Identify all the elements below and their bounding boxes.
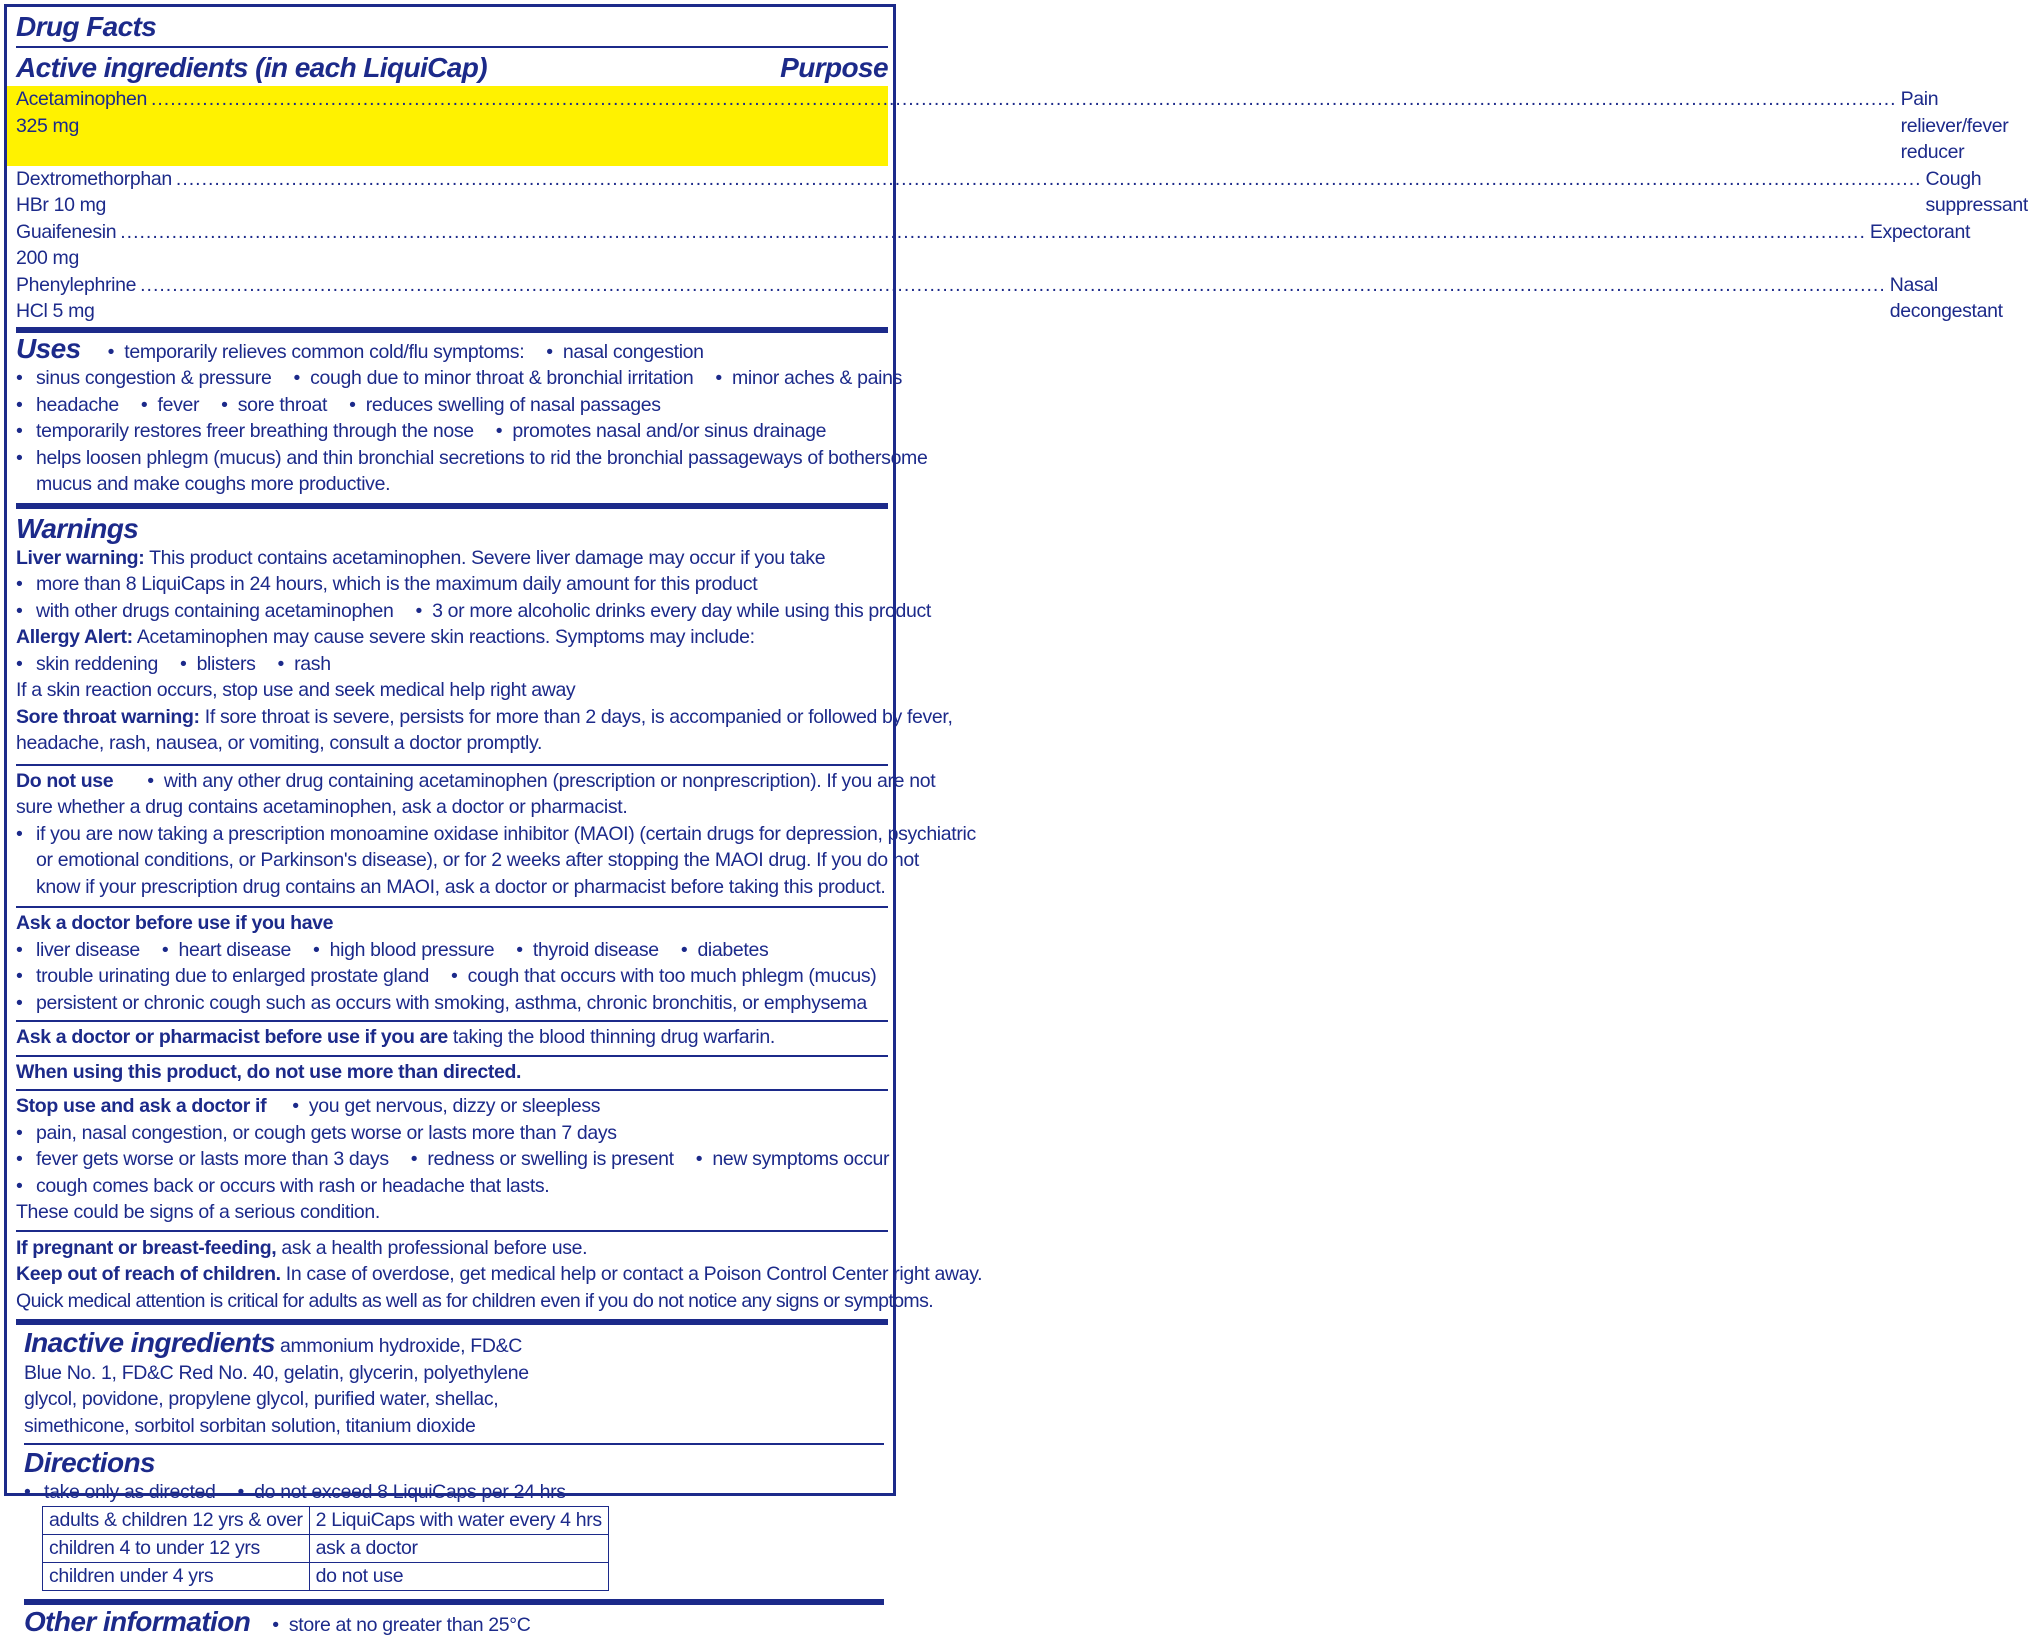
uses-line: Uses • temporarily relieves common cold/flu symptoms: • nasal congestion — [16, 336, 888, 366]
divider — [16, 1089, 888, 1091]
warning-text: with other drugs containing acetaminophen — [36, 600, 393, 622]
ask-doctor-item: thyroid disease — [533, 939, 659, 961]
divider — [16, 764, 888, 766]
dosage-group: children 4 to under 12 yrs — [43, 1534, 310, 1562]
stop-use-line: • cough comes back or occurs with rash or headache that lasts. — [16, 1173, 888, 1200]
warning-item: • with other drugs containing acetaminophen • 3 or more alcoholic drinks every day while using this product — [16, 598, 888, 625]
ask-doctor-item: trouble urinating due to enlarged prostate gland — [36, 965, 429, 987]
divider — [16, 1230, 888, 1232]
stop-use-line: • pain, nasal congestion, or cough gets worse or lasts more than 7 days — [16, 1120, 888, 1147]
other-information: Other information • store at no greater than 25°C — [16, 1608, 888, 1638]
inactive-ingredients-heading: Inactive ingredients — [24, 1327, 275, 1358]
warning-text: headache, rash, nausea, or vomiting, consult a doctor promptly. — [16, 730, 888, 757]
stop-use-line: • fever gets worse or lasts more than 3 days • redness or swelling is present • new symptoms occur — [16, 1146, 888, 1173]
table-row — [43, 1562, 609, 1590]
inactive-ingredients-text: glycol, povidone, propylene glycol, purified water, shellac, — [24, 1386, 888, 1413]
directions-heading: Directions — [24, 1447, 888, 1479]
warnings-heading: Warnings — [16, 513, 888, 545]
warning-text: rash — [294, 653, 331, 675]
directions-item: take only as directed — [44, 1481, 216, 1503]
stop-use-item: redness or swelling is present — [427, 1148, 673, 1170]
ingredient-name: Dextromethorphan HBr 10 mg — [16, 166, 172, 219]
pregnancy-warning — [16, 1235, 888, 1262]
ingredient-name: Guaifenesin 200 mg — [16, 219, 116, 272]
dosage-group: children under 4 yrs — [43, 1562, 310, 1590]
warning-text: blisters — [197, 653, 256, 675]
dosage-instruction: ask a doctor — [309, 1534, 608, 1562]
uses-line: • temporarily restores freer breathing through the nose • promotes nasal and/or sinus drainage — [16, 418, 888, 445]
stop-use-item: new symptoms occur — [712, 1148, 889, 1170]
uses-item: headache — [36, 394, 119, 416]
page-title: Drug Facts — [16, 9, 888, 45]
divider — [24, 1443, 884, 1445]
table-row — [43, 1506, 609, 1534]
keep-out-text: Quick medical attention is critical for adults as well as for children even if you do not notice any signs or symptoms. — [16, 1288, 888, 1315]
uses-heading: Uses — [16, 333, 81, 364]
uses-item: nasal congestion — [563, 341, 704, 363]
ask-doctor-line: • liver disease • heart disease • high blood pressure • thyroid disease • diabetes — [16, 937, 888, 964]
divider — [16, 46, 888, 48]
dosage-group: adults & children 12 yrs & over — [43, 1506, 310, 1534]
do-not-use-label: Do not use — [16, 770, 113, 792]
ingredient-row — [16, 166, 888, 219]
sore-throat-label: Sore throat warning: — [16, 706, 200, 728]
warning-text: more than 8 LiquiCaps in 24 hours, which is the maximum daily amount for this product — [36, 573, 757, 595]
ask-pharmacist-text: taking the blood thinning drug warfarin. — [448, 1026, 775, 1048]
uses-item: cough due to minor throat & bronchial irritation — [310, 367, 693, 389]
inactive-ingredients-text: ammonium hydroxide, FD&C — [275, 1335, 522, 1357]
active-ingredients-heading: Active ingredients (in each LiquiCap) — [16, 50, 487, 86]
liver-warning-text: This product contains acetaminophen. Severe liver damage may occur if you take — [144, 547, 825, 569]
divider — [16, 327, 888, 333]
uses-item: promotes nasal and/or sinus drainage — [512, 420, 826, 442]
table-row — [43, 1534, 609, 1562]
drug-facts-panel — [4, 4, 896, 1496]
pregnancy-label: If pregnant or breast-feeding, — [16, 1237, 276, 1259]
inactive-ingredients-text: simethicone, sorbitol sorbitan solution, titanium dioxide — [24, 1413, 888, 1440]
ingredient-name: Phenylephrine HCl 5 mg — [16, 272, 136, 325]
ingredient-row — [7, 86, 888, 166]
directions-line: • take only as directed • do not exceed 8 LiquiCaps per 24 hrs — [24, 1479, 888, 1506]
inactive-ingredients-text: Blue No. 1, FD&C Red No. 40, gelatin, glycerin, polyethylene — [24, 1360, 888, 1387]
divider — [16, 503, 888, 509]
ask-pharmacist-label: Ask a doctor or pharmacist before use if you are — [16, 1026, 448, 1048]
ingredient-row — [16, 272, 888, 325]
warning-item: • more than 8 LiquiCaps in 24 hours, which is the maximum daily amount for this product — [16, 571, 888, 598]
keep-out-warning — [16, 1261, 888, 1288]
uses-item: sinus congestion & pressure — [36, 367, 272, 389]
do-not-use-text: if you are now taking a prescription monoamine oxidase inhibitor (MAOI) (certain drugs for depression, psychiatric — [36, 823, 976, 845]
uses-line: • sinus congestion & pressure • cough due to minor throat & bronchial irritation • minor aches & pains — [16, 365, 888, 392]
liver-warning-label: Liver warning: — [16, 547, 144, 569]
sore-throat-text: If sore throat is severe, persists for more than 2 days, is accompanied or followed by fever, — [200, 706, 953, 728]
keep-out-text: In case of overdose, get medical help or contact a Poison Control Center right away. — [281, 1263, 983, 1285]
allergy-alert — [16, 624, 888, 651]
ask-doctor-item: cough that occurs with too much phlegm (mucus) — [468, 965, 877, 987]
do-not-use-text: know if your prescription drug contains an MAOI, ask a doctor or pharmacist before taking this product. — [16, 874, 888, 901]
do-not-use: Do not use • with any other drug containing acetaminophen (prescription or nonprescription). If you are not — [16, 768, 888, 795]
divider — [24, 1599, 884, 1605]
ingredient-name: Acetaminophen 325 mg — [16, 86, 147, 139]
warning-text: 3 or more alcoholic drinks every day while using this product — [432, 600, 931, 622]
stop-use-item: you get nervous, dizzy or sleepless — [309, 1095, 600, 1117]
ingredient-row — [16, 219, 888, 272]
uses-item: reduces swelling of nasal passages — [366, 394, 661, 416]
ingredient-purpose: Expectorant — [1870, 219, 1970, 246]
stop-use-label: Stop use and ask a doctor if — [16, 1095, 266, 1117]
purpose-heading: Purpose — [780, 50, 888, 86]
ingredient-purpose: Nasal decongestant — [1890, 272, 2003, 325]
divider — [16, 906, 888, 908]
ask-doctor-item: heart disease — [178, 939, 291, 961]
uses-item: fever — [158, 394, 200, 416]
divider — [16, 1020, 888, 1022]
ingredient-purpose: Pain reliever/fever reducer — [1901, 86, 2009, 166]
warning-text: skin reddening — [36, 653, 158, 675]
ask-pharmacist — [16, 1024, 888, 1051]
ask-doctor-item: diabetes — [697, 939, 768, 961]
uses-line: • headache • fever • sore throat • reduces swelling of nasal passages — [16, 392, 888, 419]
ask-doctor-item: persistent or chronic cough such as occurs with smoking, asthma, chronic bronchitis, or emphysema — [36, 992, 867, 1014]
directions-item: do not exceed 8 LiquiCaps per 24 hrs — [254, 1481, 566, 1503]
allergy-alert-label: Allergy Alert: — [16, 626, 133, 648]
uses-line: mucus and make coughs more productive. — [16, 471, 888, 498]
ask-doctor-item: liver disease — [36, 939, 140, 961]
keep-out-label: Keep out of reach of children. — [16, 1263, 281, 1285]
allergy-alert-text: Acetaminophen may cause severe skin reactions. Symptoms may include: — [133, 626, 755, 648]
other-information-heading: Other information — [24, 1606, 250, 1637]
warning-text: If a skin reaction occurs, stop use and seek medical help right away — [16, 677, 888, 704]
do-not-use-text: sure whether a drug contains acetaminophen, ask a doctor or pharmacist. — [16, 794, 888, 821]
uses-item: helps loosen phlegm (mucus) and thin bronchial secretions to rid the bronchial passageways of bothersome — [36, 447, 927, 469]
when-using: When using this product, do not use more than directed. — [16, 1059, 888, 1086]
do-not-use-item: • if you are now taking a prescription monoamine oxidase inhibitor (MAOI) (certain drugs for depression, psychiatric — [16, 821, 888, 848]
stop-use-note: These could be signs of a serious condition. — [16, 1199, 888, 1226]
warning-item: • skin reddening • blisters • rash — [16, 651, 888, 678]
uses-item: temporarily relieves common cold/flu symptoms: — [124, 341, 524, 363]
do-not-use-text: or emotional conditions, or Parkinson's disease), or for 2 weeks after stopping the MAOI drug. If you do not — [16, 847, 888, 874]
uses-item: temporarily restores freer breathing through the nose — [36, 420, 474, 442]
uses-item: sore throat — [238, 394, 327, 416]
stop-use: Stop use and ask a doctor if • you get nervous, dizzy or sleepless — [16, 1093, 888, 1120]
dosage-instruction: 2 LiquiCaps with water every 4 hrs — [309, 1506, 608, 1534]
do-not-use-text: with any other drug containing acetaminophen (prescription or nonprescription). If you are not — [164, 770, 935, 792]
ask-doctor-line: • persistent or chronic cough such as occurs with smoking, asthma, chronic bronchitis, or emphysema — [16, 990, 888, 1017]
dosage-instruction: do not use — [309, 1562, 608, 1590]
ingredient-purpose: Cough suppressant — [1926, 166, 2028, 219]
pregnancy-text: ask a health professional before use. — [276, 1237, 587, 1259]
inactive-ingredients — [24, 1329, 888, 1360]
stop-use-item: fever gets worse or lasts more than 3 days — [36, 1148, 389, 1170]
stop-use-item: cough comes back or occurs with rash or headache that lasts. — [36, 1175, 549, 1197]
divider — [16, 1319, 888, 1325]
sore-throat-warning — [16, 704, 888, 731]
divider — [16, 1055, 888, 1057]
uses-item: minor aches & pains — [732, 367, 902, 389]
liver-warning — [16, 545, 888, 572]
dosage-table — [42, 1506, 609, 1591]
other-information-item: store at no greater than 25°C — [289, 1614, 531, 1636]
uses-line: • helps loosen phlegm (mucus) and thin bronchial secretions to rid the bronchial passageways of bothersome — [16, 445, 888, 472]
ask-doctor-line: • trouble urinating due to enlarged prostate gland • cough that occurs with too much phlegm (mucus) — [16, 963, 888, 990]
ask-doctor-item: high blood pressure — [330, 939, 495, 961]
stop-use-item: pain, nasal congestion, or cough gets worse or lasts more than 7 days — [36, 1122, 617, 1144]
ask-doctor-heading: Ask a doctor before use if you have — [16, 910, 888, 937]
